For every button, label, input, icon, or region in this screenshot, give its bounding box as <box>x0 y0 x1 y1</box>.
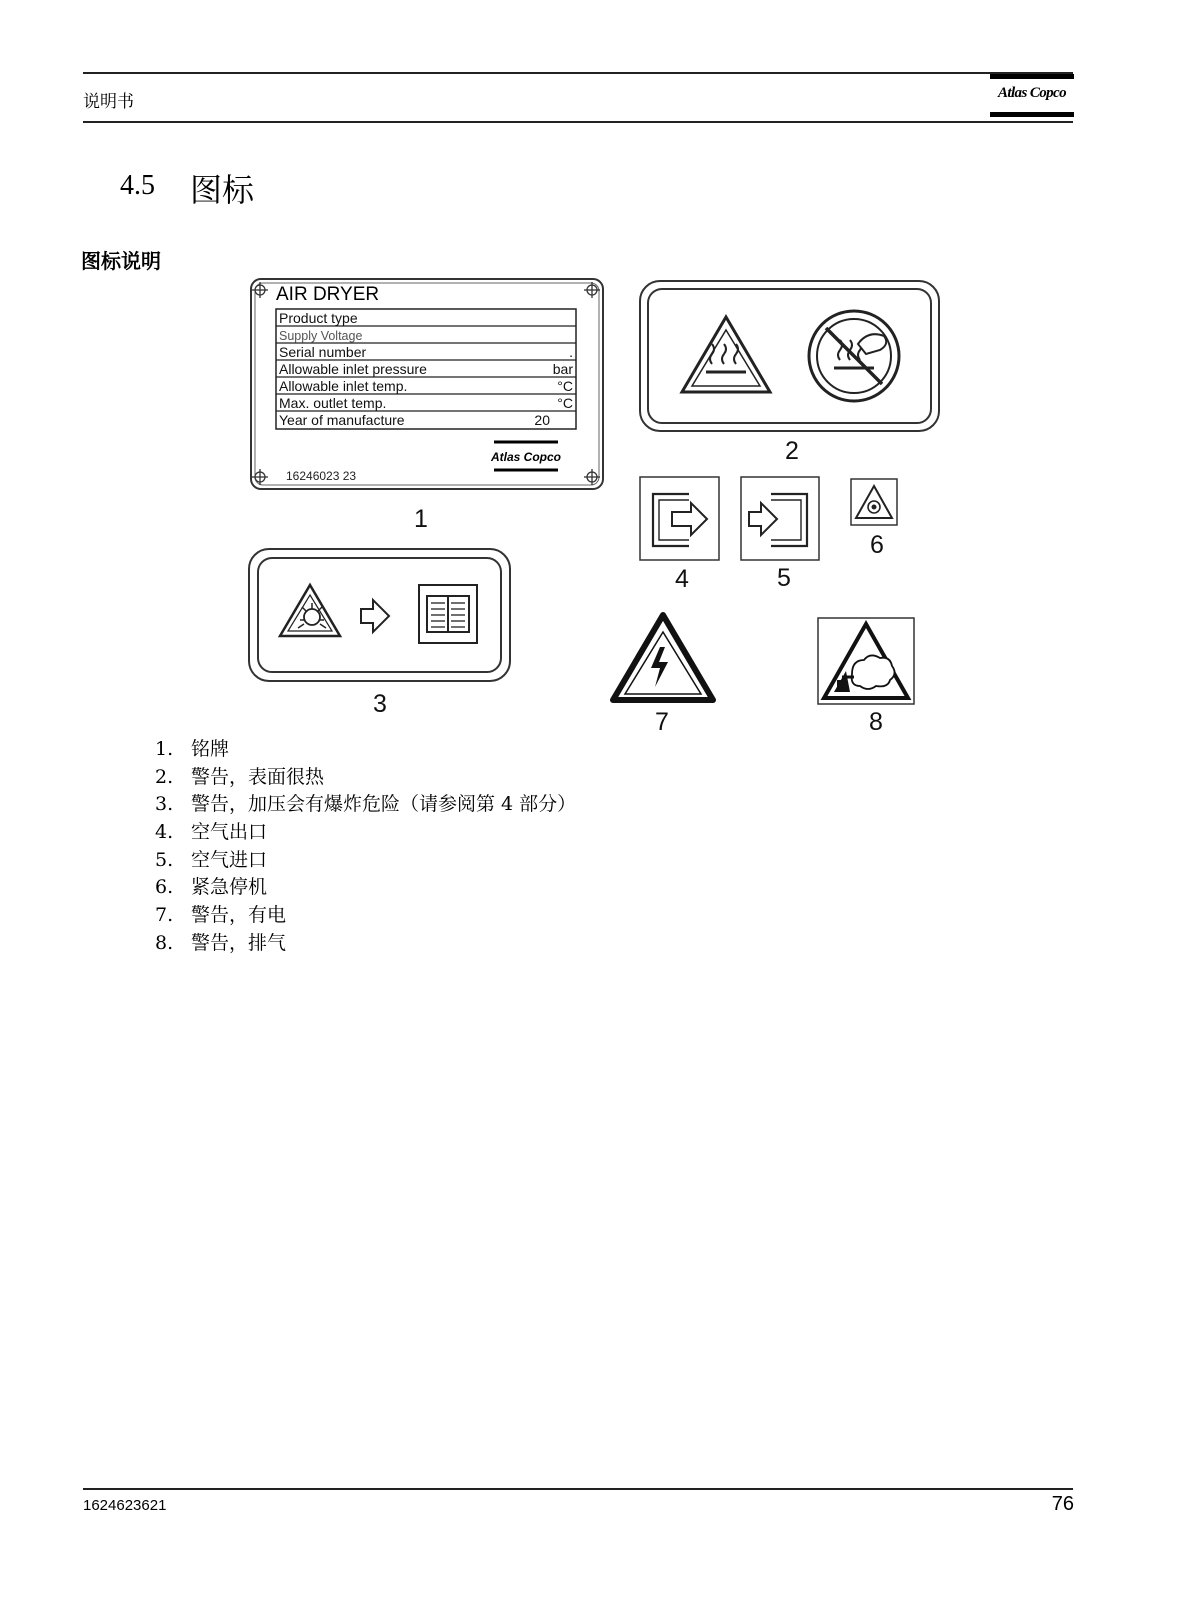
plate-part-number: 16246023 23 <box>286 469 357 483</box>
subheading: 图标说明 <box>81 249 161 273</box>
plate-row-label: Serial number <box>279 344 367 360</box>
plate-row-unit: 20 <box>534 412 550 428</box>
legend-item <box>155 930 576 958</box>
legend-item-text: 铭牌 <box>191 738 230 760</box>
header-title: 说明书 <box>83 92 134 112</box>
plate-row-unit: bar <box>552 361 573 377</box>
plate-row-unit: . <box>569 344 573 360</box>
air-outlet-icon <box>640 477 719 560</box>
air-inlet-icon <box>741 477 819 560</box>
emergency-stop-icon <box>851 479 897 525</box>
manual-book-icon <box>419 585 477 643</box>
legend-item <box>155 791 576 819</box>
data-plate <box>251 279 603 489</box>
legend-item-text: 警告，加压会有爆炸危险（请参阅第 4 部分） <box>191 793 577 816</box>
callout-number: 1 <box>414 505 428 533</box>
legend-item-text: 警告，有电 <box>191 904 287 927</box>
footer-doc-number: 1624623621 <box>83 1497 167 1514</box>
callout-number: 8 <box>869 708 883 736</box>
callout-number: 6 <box>870 531 884 559</box>
plate-row-label: Product type <box>279 310 358 326</box>
legend-item-number: 5. <box>155 848 174 871</box>
legend-item-number: 3. <box>155 793 174 816</box>
plate-row-label: Supply Voltage <box>279 329 363 343</box>
legend-item <box>155 764 576 792</box>
plate-row-unit: °C <box>557 395 573 411</box>
arrow-right-icon <box>361 600 389 632</box>
plate-row-label: Max. outlet temp. <box>279 395 387 411</box>
legend-item-number: 4. <box>155 821 174 844</box>
callout-number: 4 <box>675 565 689 593</box>
callout-number: 7 <box>655 708 669 736</box>
legend-item-text: 警告，表面很热 <box>191 765 325 788</box>
callout-number: 2 <box>785 437 799 465</box>
plate-row-label: Year of manufacture <box>279 412 405 428</box>
symbol-legend <box>155 736 576 958</box>
symbols-figure <box>0 0 1178 760</box>
plate-row-unit: °C <box>557 378 573 394</box>
plate-title: AIR DRYER <box>276 284 380 305</box>
exhaust-warning-icon <box>818 618 914 704</box>
legend-item-number: 2. <box>155 765 174 788</box>
legend-item-text: 紧急停机 <box>191 876 268 899</box>
legend-item <box>155 902 576 930</box>
callout-number: 3 <box>373 690 387 718</box>
legend-item <box>155 874 576 902</box>
section-number: 4.5 <box>120 170 155 201</box>
legend-item <box>155 736 576 764</box>
hot-surface-decal <box>640 281 939 431</box>
footer-page-number: 76 <box>1051 1493 1074 1515</box>
pressure-warning-decal <box>249 549 510 681</box>
plate-logo: Atlas Copco <box>490 450 562 464</box>
plate-row-label: Allowable inlet pressure <box>279 361 427 377</box>
legend-item-text: 空气进口 <box>191 848 268 871</box>
legend-item-number: 1. <box>155 738 174 760</box>
plate-row-label: Allowable inlet temp. <box>279 378 408 394</box>
legend-item-number: 8. <box>155 931 174 954</box>
footer-rule <box>83 1488 1073 1490</box>
legend-item-text: 警告，排气 <box>191 931 287 954</box>
legend-item <box>155 847 576 875</box>
electric-hazard-icon <box>613 615 713 700</box>
legend-item-number: 6. <box>155 876 174 899</box>
do-not-touch-icon <box>809 311 899 401</box>
hot-surface-triangle-icon <box>682 317 770 392</box>
explosion-warning-icon <box>280 585 340 636</box>
legend-item-text: 空气出口 <box>191 821 268 844</box>
logo-text: Atlas Copco <box>998 85 1066 101</box>
legend-item-number: 7. <box>155 904 174 927</box>
callout-number: 5 <box>777 564 791 592</box>
legend-item <box>155 819 576 847</box>
section-title: 图标 <box>190 171 255 209</box>
